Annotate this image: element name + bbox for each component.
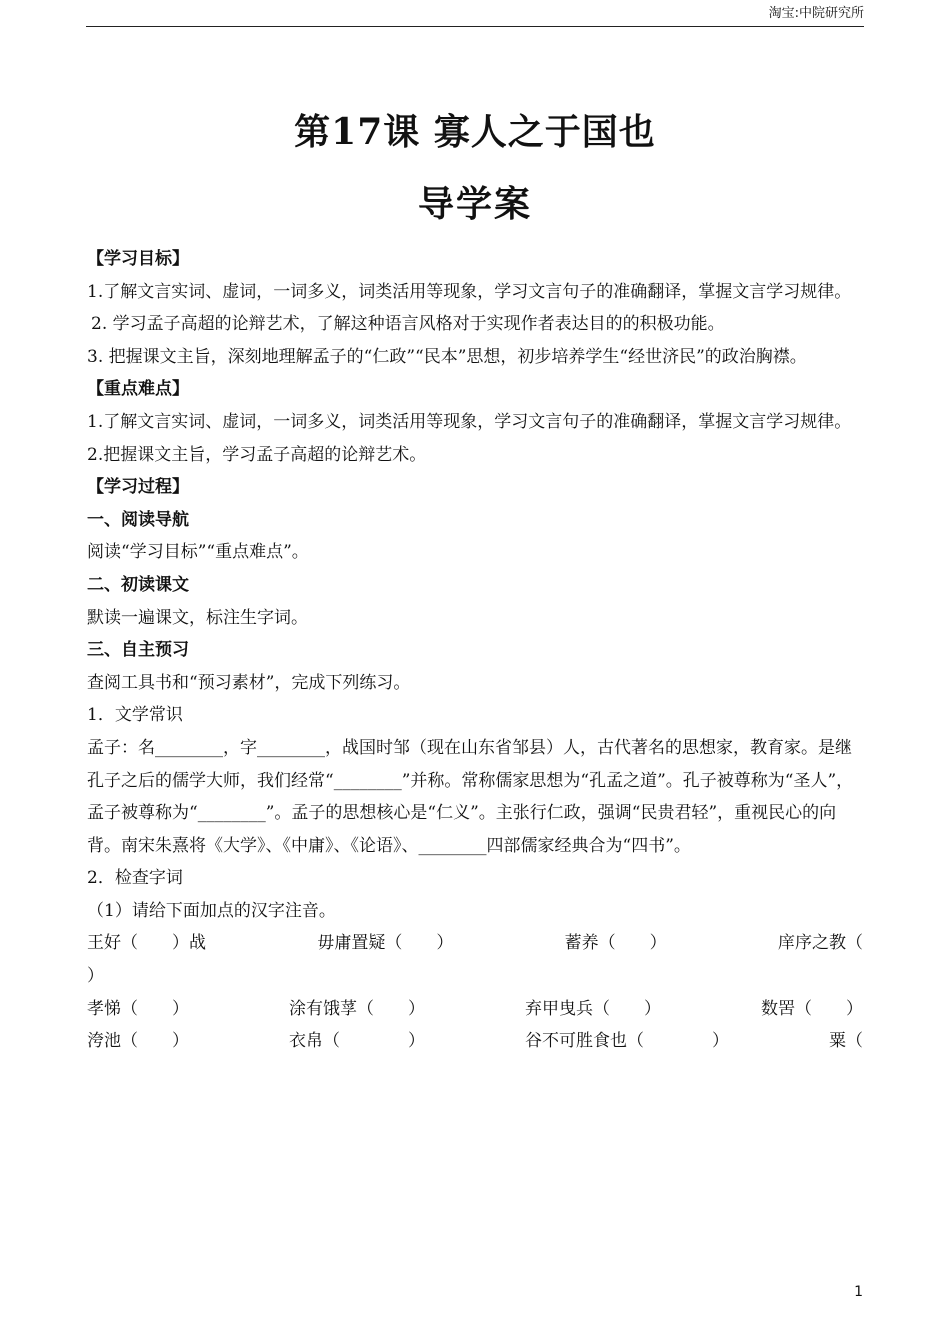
lesson-title: 第17课 寡人之于国也 — [294, 111, 656, 153]
pinyin-row-2 — [87, 993, 863, 1026]
document-body — [87, 243, 863, 1058]
key-2: 2.把握课文主旨，学习孟子高超的论辩艺术。 — [87, 444, 427, 465]
goal-2: 2. 学习孟子高超的论辩艺术，了解这种语言风格对于实现作者表达目的的积极功能。 — [91, 314, 725, 335]
pinyin-item: 王好（ ）战 — [87, 933, 206, 954]
key-heading: 【重点难点】 — [87, 379, 189, 400]
pinyin-item: 蓄养（ ） — [564, 933, 667, 954]
step1-text: 阅读“学习目标”“重点难点”。 — [87, 542, 309, 563]
page-header — [86, 4, 864, 27]
lit-text: 孟子：名________，字________，战国时邹（现在山东省邹县）人，古代著名的思想家，教育家。是继孔子之后的儒学大师，我们经常“________”并称。常称儒家思想为“孔孟之道”。孔子被尊称为“圣人”，孟子被尊称为“________”。孟子的思想核心是“仁义”。主张行仁政，强调“民贵君轻”，重视民心的向背。南宋朱熹将《大学》、《中庸》、《论语》、________四部儒家经典合为“四书”。 — [87, 737, 854, 856]
process-heading: 【学习过程】 — [87, 477, 189, 498]
pinyin-item: 衣帛（ ） — [289, 1031, 425, 1052]
pinyin-item: 洿池（ ） — [87, 1031, 189, 1052]
check-sub: （1）请给下面加点的汉字注音。 — [87, 900, 336, 921]
goals-heading: 【学习目标】 — [87, 249, 189, 269]
step3-heading: 三、自主预习 — [87, 640, 189, 661]
pinyin-row-1 — [87, 927, 863, 960]
step2-heading: 二、初读课文 — [87, 574, 189, 595]
pinyin-row-1-wrap: ） — [87, 966, 104, 987]
pinyin-item: 谷不可胜食也（ ） — [525, 1031, 729, 1052]
check-heading: 2．检查字词 — [87, 868, 183, 889]
pinyin-item: 弃甲曳兵（ ） — [525, 998, 661, 1019]
goal-3: 3. 把握课文主旨，深刻地理解孟子的“仁政”“民本”思想，初步培养学生“经世济民”的政治胸襟。 — [87, 346, 807, 367]
lit-heading: 1．文学常识 — [87, 705, 183, 726]
pinyin-item: 孝悌（ ） — [87, 998, 189, 1019]
pinyin-row-3 — [87, 1025, 863, 1058]
pinyin-item: 数罟（ ） — [761, 998, 863, 1019]
pinyin-item: 涂有饿莩（ ） — [289, 998, 425, 1019]
step1-heading: 一、阅读导航 — [87, 509, 189, 530]
page-number: 1 — [854, 1284, 863, 1300]
pinyin-item: 庠序之教（ — [777, 933, 863, 954]
lesson-subtitle: 导学案 — [417, 183, 532, 225]
step3-text: 查阅工具书和“预习素材”，完成下列练习。 — [87, 672, 411, 693]
pinyin-item: 粟（ — [829, 1031, 863, 1052]
goal-1: 1.了解文言实词、虚词，一词多义，词类活用等现象，学习文言句子的准确翻译，掌握文言学习规律。 — [87, 281, 852, 302]
header-shop-text: 淘宝:中院研究所 — [768, 6, 864, 21]
pinyin-item: 毋庸置疑（ ） — [317, 933, 454, 954]
step2-text: 默读一遍课文，标注生字词。 — [87, 607, 308, 628]
key-1: 1.了解文言实词、虚词，一词多义，词类活用等现象，学习文言句子的准确翻译，掌握文言学习规律。 — [87, 411, 852, 432]
